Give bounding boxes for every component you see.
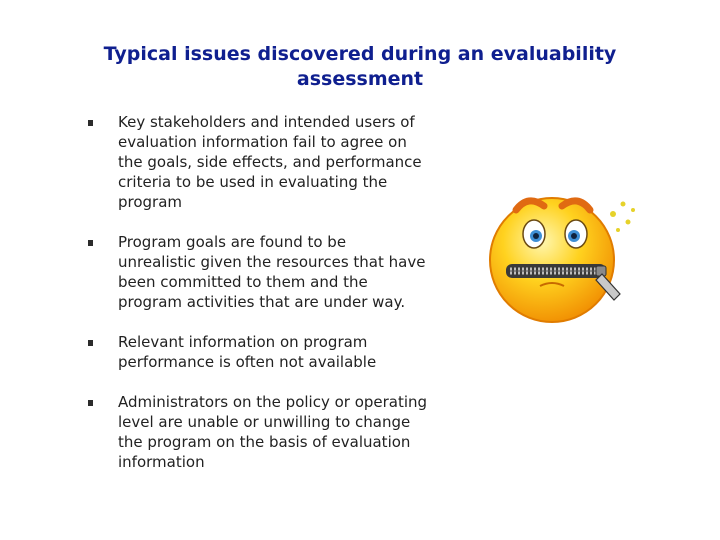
bullet-marker — [88, 400, 93, 406]
bullet-item — [88, 232, 428, 312]
bullet-text: Administrators on the policy or operating level are unable or unwilling to change the program on the basis of evaluation information — [118, 393, 428, 471]
left-eye — [523, 220, 545, 248]
bullet-item — [88, 112, 428, 212]
smiley-graphic — [478, 176, 638, 336]
bullet-marker — [88, 340, 93, 346]
bullet-marker — [88, 240, 93, 246]
zipped-mouth-smiley-icon — [478, 176, 638, 336]
bullet-text: Key stakeholders and intended users of evaluation information fail to agree on the goals, side effects, and performance criteria to be used in evaluating the program — [118, 113, 422, 211]
bullet-list — [88, 112, 428, 492]
face-shape — [490, 198, 614, 322]
sparkle-dots — [610, 202, 635, 233]
bullet-text: Relevant information on program performance is often not available — [118, 333, 377, 371]
slide-title: Typical issues discovered during an evaluability assessment — [103, 43, 617, 90]
right-eye — [565, 220, 587, 248]
bullet-marker — [88, 120, 93, 126]
bullet-text: Program goals are found to be unrealistic given the resources that have been committed to them and the program activities that are under way. — [118, 233, 426, 311]
bullet-item — [88, 332, 428, 372]
bullet-item — [88, 392, 428, 472]
